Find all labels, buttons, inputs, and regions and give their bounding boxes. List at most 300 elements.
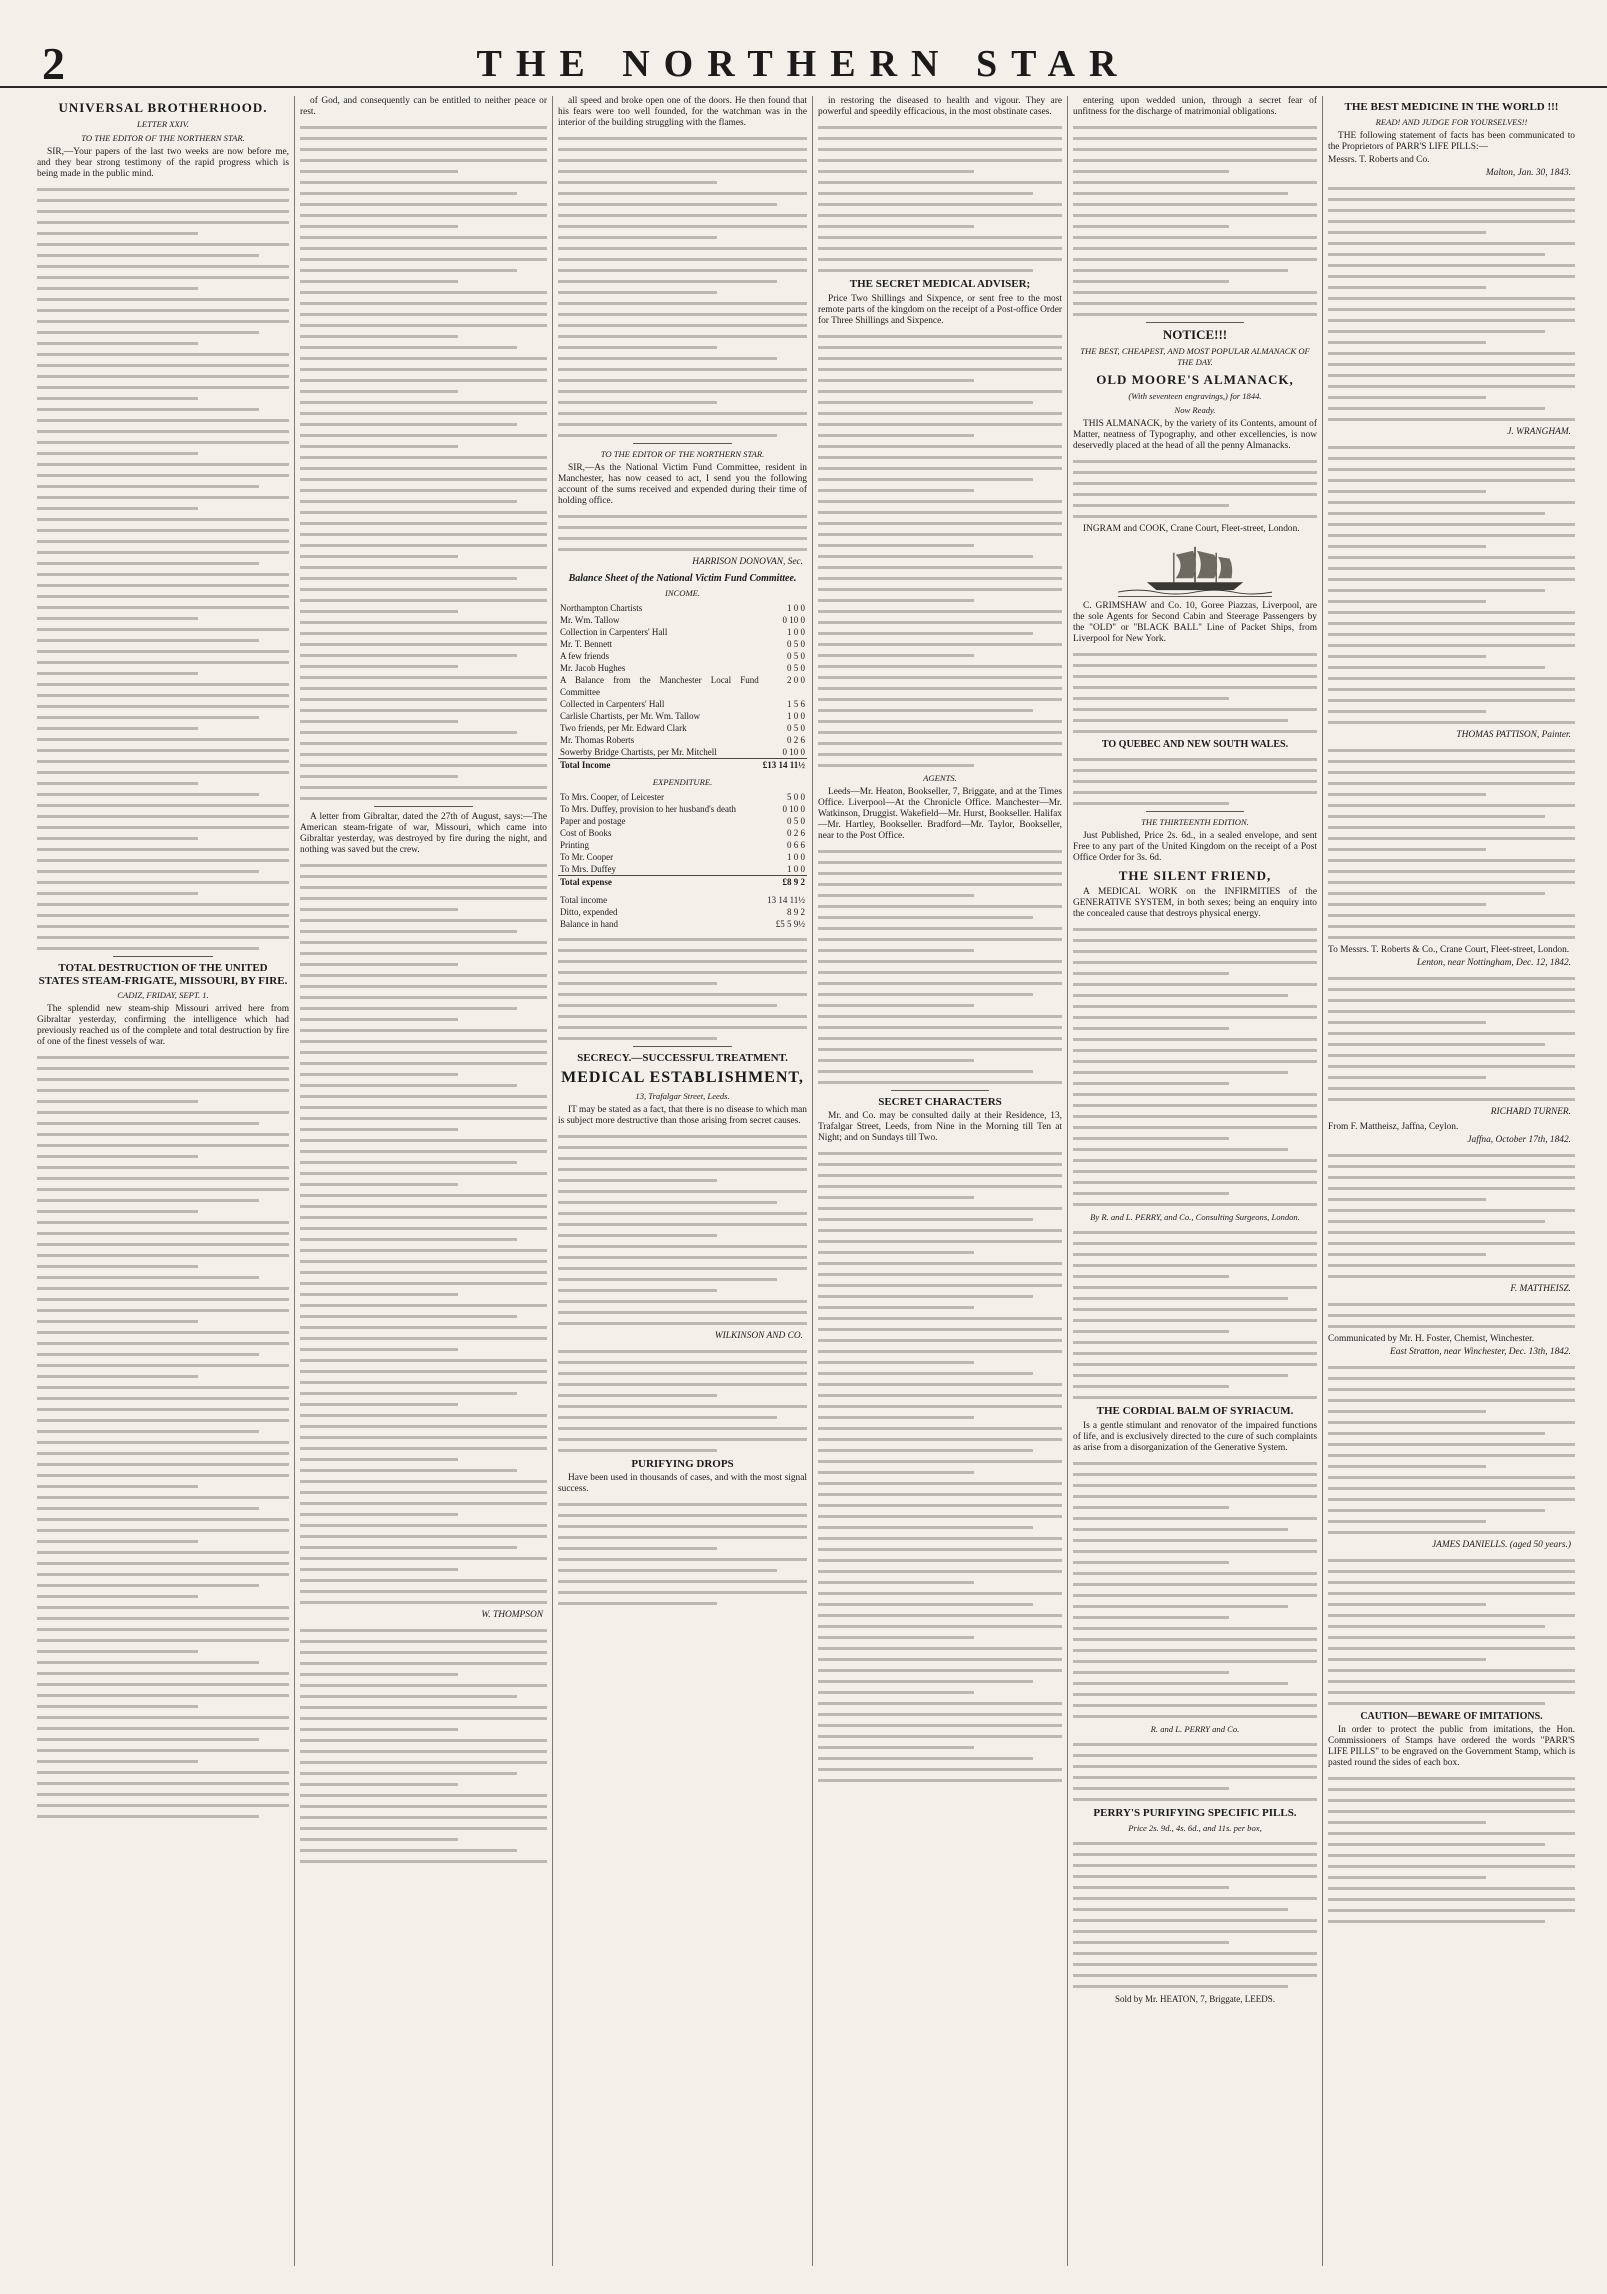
text-line-placeholder: [37, 639, 259, 642]
article-body-text: [37, 188, 289, 950]
ledger-row: [558, 626, 807, 638]
text-line-placeholder: [1073, 1159, 1317, 1162]
text-line-placeholder: [37, 1419, 289, 1422]
text-line-placeholder: [300, 1304, 547, 1307]
text-line-placeholder: [558, 1300, 807, 1303]
text-line-placeholder: [1073, 148, 1317, 151]
text-line-placeholder: [558, 412, 807, 415]
text-line-placeholder: [1073, 137, 1317, 140]
ship-body-text: [1073, 758, 1317, 805]
text-line-placeholder: [300, 1502, 547, 1505]
text-line-placeholder: [1073, 1319, 1317, 1322]
text-line-placeholder: [1328, 977, 1575, 980]
ledger-amount: 1 0 0: [787, 710, 805, 721]
text-line-placeholder: [1328, 1832, 1575, 1835]
ad-body-text: [558, 1503, 807, 1605]
ledger-row: [558, 638, 807, 650]
text-line-placeholder: [1073, 802, 1229, 805]
text-line-placeholder: [818, 1394, 1062, 1397]
text-line-placeholder: [37, 1485, 198, 1488]
text-line-placeholder: [300, 368, 547, 371]
text-line-placeholder: [37, 1243, 289, 1246]
ledger-row: [558, 662, 807, 674]
text-line-placeholder: [1328, 644, 1575, 647]
text-line-placeholder: [1073, 653, 1317, 656]
ledger-item: To Mrs. Cooper, of Leicester: [560, 791, 664, 802]
text-line-placeholder: [558, 1146, 807, 1149]
text-line-placeholder: [1073, 928, 1317, 931]
text-line-placeholder: [1073, 1539, 1317, 1542]
text-line-placeholder: [1328, 1454, 1575, 1457]
almanack-subtitle: (With seventeen engravings,) for 1844.: [1128, 390, 1262, 401]
text-line-placeholder: [37, 254, 259, 257]
text-line-placeholder: [1073, 1660, 1317, 1663]
text-line-placeholder: [818, 258, 1062, 261]
text-line-placeholder: [1073, 1864, 1317, 1867]
ad-body-text: [818, 335, 1062, 767]
text-line-placeholder: [1073, 1462, 1317, 1465]
text-line-placeholder: [37, 1133, 289, 1136]
text-line-placeholder: [1073, 769, 1317, 772]
text-line-placeholder: [37, 1672, 289, 1675]
ledger-amount: 0 2 6: [787, 734, 805, 745]
text-line-placeholder: [300, 1651, 547, 1654]
text-line-placeholder: [300, 346, 517, 349]
ledger-total-row: [558, 758, 807, 771]
text-line-placeholder: [37, 573, 289, 576]
text-line-placeholder: [300, 775, 458, 778]
text-line-placeholder: [558, 1416, 777, 1419]
text-line-placeholder: [37, 1617, 289, 1620]
text-line-placeholder: [1328, 198, 1575, 201]
text-line-placeholder: [1073, 1908, 1288, 1911]
text-line-placeholder: [818, 1416, 974, 1419]
text-line-placeholder: [37, 782, 198, 785]
text-line-placeholder: [1328, 457, 1575, 460]
text-line-placeholder: [1073, 1016, 1317, 1019]
ledger-amount: 2 0 0: [787, 674, 805, 685]
ledger-amount: 8 9 2: [787, 906, 805, 917]
text-line-placeholder: [1328, 1603, 1486, 1606]
text-line-placeholder: [558, 1212, 807, 1215]
text-line-placeholder: [300, 599, 547, 602]
ad-continuation: in restoring the diseased to health and vigour. They are powerful and speedily efficacious, in the most obstinate cases.: [818, 96, 1062, 117]
almanack-ready: Now Ready.: [1174, 404, 1216, 415]
text-line-placeholder: [1328, 1920, 1545, 1923]
text-line-placeholder: [1073, 1638, 1317, 1641]
ledger-item: A few friends: [560, 650, 609, 661]
text-line-placeholder: [300, 698, 547, 701]
text-line-placeholder: [1073, 1341, 1317, 1344]
text-line-placeholder: [300, 797, 547, 800]
ledger-amount: 1 0 0: [787, 863, 805, 874]
text-line-placeholder: [1328, 1520, 1486, 1523]
text-line-placeholder: [818, 1350, 1062, 1353]
text-line-placeholder: [1073, 1005, 1317, 1008]
text-line-placeholder: [300, 1706, 547, 1709]
article-opening: The splendid new steam-ship Missouri arrived here from Gibraltar yesterday, confirming the intelligence which had previously reached us of the complete and total destruction by fire of one of the finest vessels of war.: [37, 1004, 289, 1048]
article-body-text: [300, 1629, 547, 1863]
text-line-placeholder: [558, 1525, 807, 1528]
text-line-placeholder: [1073, 1374, 1288, 1377]
ledger-amount: 0 6 6: [787, 839, 805, 850]
text-line-placeholder: [818, 159, 1062, 162]
text-line-placeholder: [300, 467, 547, 470]
text-line-placeholder: [1328, 1366, 1575, 1369]
text-line-placeholder: [37, 672, 198, 675]
text-line-placeholder: [1073, 983, 1317, 986]
article-body-text: [300, 126, 547, 800]
text-line-placeholder: [300, 786, 547, 789]
text-line-placeholder: [1073, 515, 1317, 518]
text-line-placeholder: [1073, 247, 1317, 250]
text-line-placeholder: [1073, 236, 1317, 239]
text-line-placeholder: [37, 1177, 289, 1180]
ledger-row: [558, 815, 807, 827]
text-line-placeholder: [1328, 1909, 1575, 1912]
text-line-placeholder: [37, 276, 289, 279]
ledger-item: Two friends, per Mr. Edward Clark: [560, 722, 687, 733]
text-line-placeholder: [37, 1276, 259, 1279]
text-line-placeholder: [818, 1015, 1062, 1018]
text-line-placeholder: [558, 357, 777, 360]
ledger-amount: 0 10 0: [782, 614, 805, 625]
text-line-placeholder: [818, 346, 1062, 349]
text-line-placeholder: [1328, 1432, 1545, 1435]
text-line-placeholder: [558, 1190, 807, 1193]
column-4: [812, 96, 1067, 2266]
text-line-placeholder: [558, 526, 807, 529]
text-line-placeholder: [300, 1403, 458, 1406]
text-line-placeholder: [558, 1383, 807, 1386]
text-line-placeholder: [37, 287, 198, 290]
text-line-placeholder: [558, 148, 807, 151]
text-line-placeholder: [300, 1139, 547, 1142]
text-line-placeholder: [1073, 1886, 1229, 1889]
text-line-placeholder: [300, 1172, 547, 1175]
text-line-placeholder: [1328, 1702, 1545, 1705]
text-line-placeholder: [1328, 677, 1575, 680]
text-line-placeholder: [818, 632, 1033, 635]
text-line-placeholder: [37, 1683, 289, 1686]
book-title: THE SILENT FRIEND,: [1118, 868, 1272, 884]
divider: [1146, 322, 1244, 323]
text-line-placeholder: [1073, 1572, 1317, 1575]
text-line-placeholder: [818, 1196, 974, 1199]
text-line-placeholder: [300, 1579, 547, 1582]
text-line-placeholder: [818, 938, 1062, 941]
text-line-placeholder: [1328, 749, 1575, 752]
text-line-placeholder: [818, 1735, 1062, 1738]
text-line-placeholder: [818, 1240, 1062, 1243]
text-line-placeholder: [558, 1322, 807, 1325]
publisher: INGRAM and COOK, Crane Court, Fleet-street, London.: [1083, 523, 1300, 534]
text-line-placeholder: [1073, 291, 1317, 294]
ledger-item: Mr. Thomas Roberts: [560, 734, 635, 745]
text-line-placeholder: [300, 126, 547, 129]
ledger-row: [558, 839, 807, 851]
text-line-placeholder: [1073, 1060, 1317, 1063]
text-line-placeholder: [818, 1438, 1062, 1441]
text-line-placeholder: [1328, 418, 1575, 421]
ledger-amount: 13 14 11½: [767, 894, 805, 905]
ledger-row: [558, 894, 807, 906]
text-line-placeholder: [300, 588, 547, 591]
text-line-placeholder: [818, 1669, 1062, 1672]
text-line-placeholder: [1328, 209, 1575, 212]
text-line-placeholder: [300, 1282, 547, 1285]
text-line-placeholder: [818, 1328, 1062, 1331]
text-line-placeholder: [1328, 815, 1545, 818]
text-line-placeholder: [818, 544, 974, 547]
text-line-placeholder: [1328, 567, 1575, 570]
text-line-placeholder: [300, 214, 547, 217]
text-line-placeholder: [1328, 1220, 1545, 1223]
text-line-placeholder: [1073, 1104, 1317, 1107]
text-line-placeholder: [1328, 1187, 1575, 1190]
testimonial-communicated: Communicated by Mr. H. Foster, Chemist, Winchester.: [1328, 1333, 1535, 1344]
summary-table: [558, 894, 807, 930]
text-line-placeholder: [1328, 1531, 1575, 1534]
text-line-placeholder: [1328, 589, 1545, 592]
text-line-placeholder: [818, 1460, 1062, 1463]
text-line-placeholder: [37, 1353, 259, 1356]
ledger-amount: £5 5 9½: [775, 918, 805, 929]
text-line-placeholder: [1073, 950, 1317, 953]
text-line-placeholder: [1073, 1693, 1317, 1696]
text-line-placeholder: [37, 1188, 289, 1191]
text-line-placeholder: [558, 302, 807, 305]
text-line-placeholder: [1073, 313, 1317, 316]
text-line-placeholder: [1073, 1093, 1317, 1096]
text-line-placeholder: [300, 159, 547, 162]
text-line-placeholder: [300, 1117, 547, 1120]
text-line-placeholder: [1328, 611, 1575, 614]
text-line-placeholder: [300, 1359, 547, 1362]
text-line-placeholder: [1073, 1115, 1317, 1118]
text-line-placeholder: [1073, 1743, 1317, 1746]
text-line-placeholder: [1073, 1126, 1317, 1129]
text-line-placeholder: [37, 1441, 289, 1444]
divider: [113, 956, 214, 957]
testimonial-text: [1328, 1303, 1575, 1328]
ad-opening: IT may be stated as a fact, that there is no disease to which man is subject more destructive than those arising from secret causes.: [558, 1104, 807, 1126]
text-line-placeholder: [818, 137, 1062, 140]
text-line-placeholder: [818, 709, 1033, 712]
text-line-placeholder: [1328, 1788, 1575, 1791]
text-line-placeholder: [37, 1694, 289, 1697]
text-line-placeholder: [1328, 1691, 1575, 1694]
ledger-total-row: [558, 875, 807, 888]
text-line-placeholder: [818, 368, 1062, 371]
ledger-row: [558, 650, 807, 662]
text-line-placeholder: [300, 1816, 547, 1819]
text-line-placeholder: [558, 214, 807, 217]
text-line-placeholder: [1328, 1176, 1575, 1179]
testimonial-text: [1328, 1559, 1575, 1705]
text-line-placeholder: [1328, 1799, 1575, 1802]
ad-body-text: [558, 1350, 807, 1452]
text-line-placeholder: [1073, 1352, 1317, 1355]
text-line-placeholder: [37, 1705, 198, 1708]
text-line-placeholder: [300, 1183, 458, 1186]
text-line-placeholder: [818, 599, 974, 602]
text-line-placeholder: [300, 930, 517, 933]
ad-heading: SECRET CHARACTERS: [878, 1095, 1002, 1108]
text-line-placeholder: [300, 886, 547, 889]
text-line-placeholder: [818, 1493, 1062, 1496]
text-line-placeholder: [1328, 308, 1575, 311]
signature: WILKINSON AND CO.: [714, 1330, 803, 1341]
text-line-placeholder: [1328, 1876, 1486, 1879]
text-line-placeholder: [818, 982, 1062, 985]
ledger-item: To Mrs. Duffey, provision to her husband's death: [560, 803, 736, 814]
ad-body-text: [1073, 1462, 1317, 1718]
ledger-item: A Balance from the Manchester Local Fund Committee: [560, 674, 759, 697]
text-line-placeholder: [818, 588, 1062, 591]
ad-body-text: [818, 1152, 1062, 1782]
text-line-placeholder: [1328, 881, 1575, 884]
ledger-row: [558, 698, 807, 710]
text-line-placeholder: [37, 1573, 289, 1576]
article-continuation: of God, and consequently can be entitled to neither peace or rest.: [300, 96, 547, 117]
ledger-row: [558, 906, 807, 918]
text-line-placeholder: [818, 1026, 1062, 1029]
text-line-placeholder: [1328, 352, 1575, 355]
text-line-placeholder: [1328, 1592, 1575, 1595]
ledger-amount: 0 10 0: [782, 803, 805, 814]
text-line-placeholder: [300, 1106, 547, 1109]
text-line-placeholder: [37, 716, 259, 719]
text-line-placeholder: [37, 837, 198, 840]
text-line-placeholder: [300, 952, 547, 955]
text-line-placeholder: [818, 1724, 1062, 1727]
text-line-placeholder: [1328, 1887, 1575, 1890]
ad-price: Price 2s. 9d., 4s. 6d., and 11s. per box,: [1128, 1822, 1262, 1833]
article-continuation: all speed and broke open one of the doors. He then found that his fears were too well founded, for the watchman was in the interior of the building struggling with the flames.: [558, 96, 807, 128]
text-line-placeholder: [558, 1536, 807, 1539]
text-line-placeholder: [1073, 1330, 1229, 1333]
text-line-placeholder: [818, 1548, 1062, 1551]
text-line-placeholder: [558, 1168, 807, 1171]
ledger-row: [558, 851, 807, 863]
dateline: CADIZ, FRIDAY, SEPT. 1.: [117, 990, 209, 1001]
text-line-placeholder: [1328, 1421, 1575, 1424]
ledger-amount: 1 0 0: [787, 602, 805, 613]
text-line-placeholder: [1328, 1032, 1575, 1035]
ad-body-text: [818, 126, 1062, 272]
text-line-placeholder: [37, 1199, 259, 1202]
letter-opening: SIR,—As the National Victim Fund Committee, resident in Manchester, has now ceased to act, I send you the following account of the sums received and expended during their time of holding office.: [558, 463, 807, 506]
text-line-placeholder: [818, 500, 1062, 503]
text-line-placeholder: [1328, 936, 1575, 939]
text-line-placeholder: [37, 1320, 198, 1323]
expenditure-table: [558, 791, 807, 888]
text-line-placeholder: [37, 419, 289, 422]
text-line-placeholder: [558, 159, 807, 162]
text-line-placeholder: [37, 1166, 289, 1169]
text-line-placeholder: [37, 309, 289, 312]
text-line-placeholder: [37, 474, 289, 477]
text-line-placeholder: [1328, 1154, 1575, 1157]
text-line-placeholder: [37, 1793, 289, 1796]
text-line-placeholder: [558, 423, 807, 426]
signature: HARRISON DONOVAN, Sec.: [692, 557, 803, 567]
text-line-placeholder: [1328, 1021, 1486, 1024]
text-line-placeholder: [300, 1640, 547, 1643]
text-line-placeholder: [558, 335, 807, 338]
text-line-placeholder: [300, 478, 547, 481]
text-line-placeholder: [37, 694, 289, 697]
masthead: [0, 40, 1607, 88]
text-line-placeholder: [300, 864, 547, 867]
text-line-placeholder: [1073, 1649, 1317, 1652]
text-line-placeholder: [818, 247, 1062, 250]
text-line-placeholder: [37, 1265, 198, 1268]
text-line-placeholder: [818, 467, 1062, 470]
text-line-placeholder: [300, 1568, 458, 1571]
text-line-placeholder: [37, 199, 289, 202]
text-line-placeholder: [37, 826, 289, 829]
ledger-row: [558, 674, 807, 698]
text-line-placeholder: [558, 1026, 807, 1029]
text-line-placeholder: [37, 518, 289, 521]
text-line-placeholder: [37, 628, 289, 631]
text-line-placeholder: [300, 236, 547, 239]
text-line-placeholder: [37, 232, 198, 235]
text-line-placeholder: [1073, 302, 1317, 305]
text-line-placeholder: [558, 1372, 807, 1375]
text-line-placeholder: [558, 401, 717, 404]
text-line-placeholder: [818, 1081, 1062, 1084]
text-line-placeholder: [300, 544, 547, 547]
book-body-text: [1073, 928, 1317, 1206]
text-line-placeholder: [300, 1662, 547, 1665]
text-line-placeholder: [558, 346, 717, 349]
column-footer: Sold by Mr. HEATON, 7, Briggate, LEEDS.: [1114, 1993, 1276, 2004]
text-line-placeholder: [818, 1559, 1062, 1562]
text-line-placeholder: [1073, 504, 1229, 507]
ledger-row: [558, 918, 807, 930]
text-line-placeholder: [1328, 1443, 1575, 1446]
text-line-placeholder: [300, 566, 547, 569]
testimonial-from: From F. Mattheisz, Jaffna, Ceylon.: [1328, 1121, 1459, 1132]
text-line-placeholder: [1073, 758, 1317, 761]
text-line-placeholder: [37, 441, 289, 444]
text-line-placeholder: [300, 555, 458, 558]
text-line-placeholder: [1073, 780, 1317, 783]
ad-subheading: READ! AND JUDGE FOR YOURSELVES!!: [1375, 116, 1528, 127]
text-line-placeholder: [1328, 242, 1575, 245]
text-line-placeholder: [1328, 1669, 1575, 1672]
text-line-placeholder: [558, 1135, 807, 1138]
text-line-placeholder: [1073, 170, 1229, 173]
signature: THOMAS PATTISON, Painter.: [1456, 729, 1571, 740]
text-line-placeholder: [1328, 253, 1545, 256]
text-line-placeholder: [558, 1267, 807, 1270]
text-line-placeholder: [818, 1339, 1062, 1342]
text-line-placeholder: [818, 1504, 1062, 1507]
article-heading: TOTAL DESTRUCTION OF THE UNITED STATES STEAM-FRIGATE, MISSOURI, BY FIRE.: [38, 961, 288, 987]
text-line-placeholder: [558, 1438, 807, 1441]
ledger-item: Printing: [560, 839, 590, 850]
almanack-body: THIS ALMANACK, by the variety of its Contents, amount of Matter, neatness of Typography, and other excellencies, is now deservedly placed at the head of all the penny Almanacks.: [1073, 418, 1317, 451]
testimonial-addressee: Messrs. T. Roberts and Co.: [1328, 154, 1430, 165]
ad-opening: Have been used in thousands of cases, and with the most signal success.: [558, 1473, 807, 1495]
text-line-placeholder: [300, 1029, 547, 1032]
book-body: A MEDICAL WORK on the INFIRMITIES of the GENERATIVE SYSTEM, in both sexes; being an enquiry into the concealed cause that destroys physical energy.: [1073, 887, 1317, 920]
text-line-placeholder: [558, 960, 807, 963]
